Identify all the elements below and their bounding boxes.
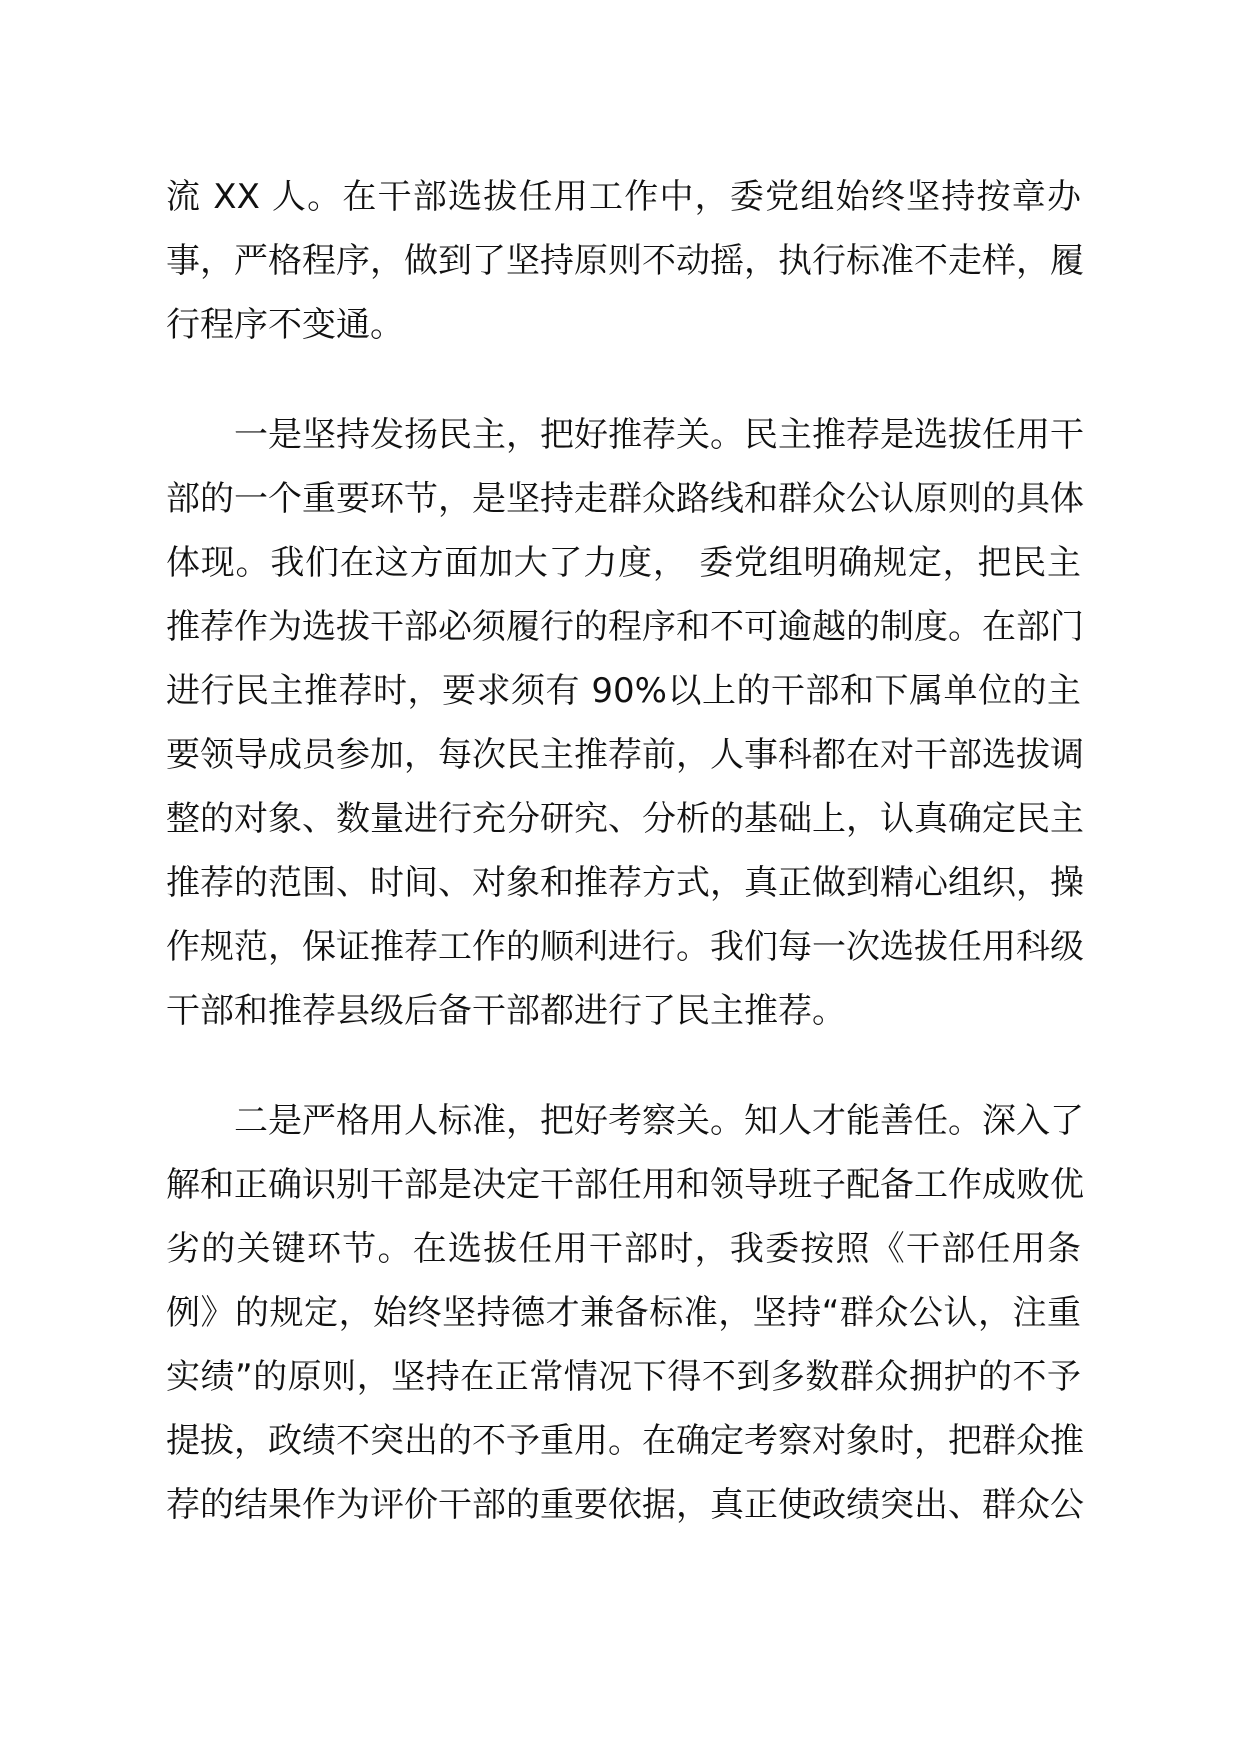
text-line: 整的对象、数量进行充分研究、分析的基础上，认真确定民主 xyxy=(166,799,1084,839)
text-line: 作规范，保证推荐工作的顺利进行。我们每一次选拔任用科级 xyxy=(166,927,1084,967)
text-line: 行程序不变通。 xyxy=(166,305,404,345)
text-line: 事，严格程序，做到了坚持原则不动摇，执行标准不走样，履 xyxy=(166,241,1084,281)
paragraph-first-line: 二是严格用人标准，把好考察关。知人才能善任。深入了 xyxy=(234,1101,1084,1141)
text-line: 劣的关键环节。在选拔任用干部时，我委按照《干部任用条 xyxy=(166,1229,1081,1269)
text-line: 解和正确识别干部是决定干部任用和领导班子配备工作成败优 xyxy=(166,1165,1084,1205)
text-line: 推荐作为选拔干部必须履行的程序和不可逾越的制度。在部门 xyxy=(166,607,1084,647)
text-line: 提拔，政绩不突出的不予重用。在确定考察对象时，把群众推 xyxy=(166,1421,1084,1461)
text-line: 进行民主推荐时，要求须有 90%以上的干部和下属单位的主 xyxy=(166,671,1081,711)
text-line: 例》的规定，始终坚持德才兼备标准，坚持“群众公认，注重 xyxy=(166,1293,1081,1333)
text-line: 要领导成员参加，每次民主推荐前，人事科都在对干部选拔调 xyxy=(166,735,1084,775)
text-line: 荐的结果作为评价干部的重要依据，真正使政绩突出、群众公 xyxy=(166,1485,1084,1525)
text-line: 实绩”的原则，坚持在正常情况下得不到多数群众拥护的不予 xyxy=(166,1357,1081,1397)
text-line: 体现。我们在这方面加大了力度， 委党组明确规定，把民主 xyxy=(166,543,1081,583)
text-line: 部的一个重要环节，是坚持走群众路线和群众公认原则的具体 xyxy=(166,479,1084,519)
text-line: 流 XX 人。在干部选拔任用工作中，委党组始终坚持按章办 xyxy=(166,177,1081,217)
text-line: 推荐的范围、时间、对象和推荐方式，真正做到精心组织，操 xyxy=(166,863,1084,903)
paragraph-first-line: 一是坚持发扬民主，把好推荐关。民主推荐是选拔任用干 xyxy=(234,415,1084,455)
text-line: 干部和推荐县级后备干部都进行了民主推荐。 xyxy=(166,991,846,1031)
